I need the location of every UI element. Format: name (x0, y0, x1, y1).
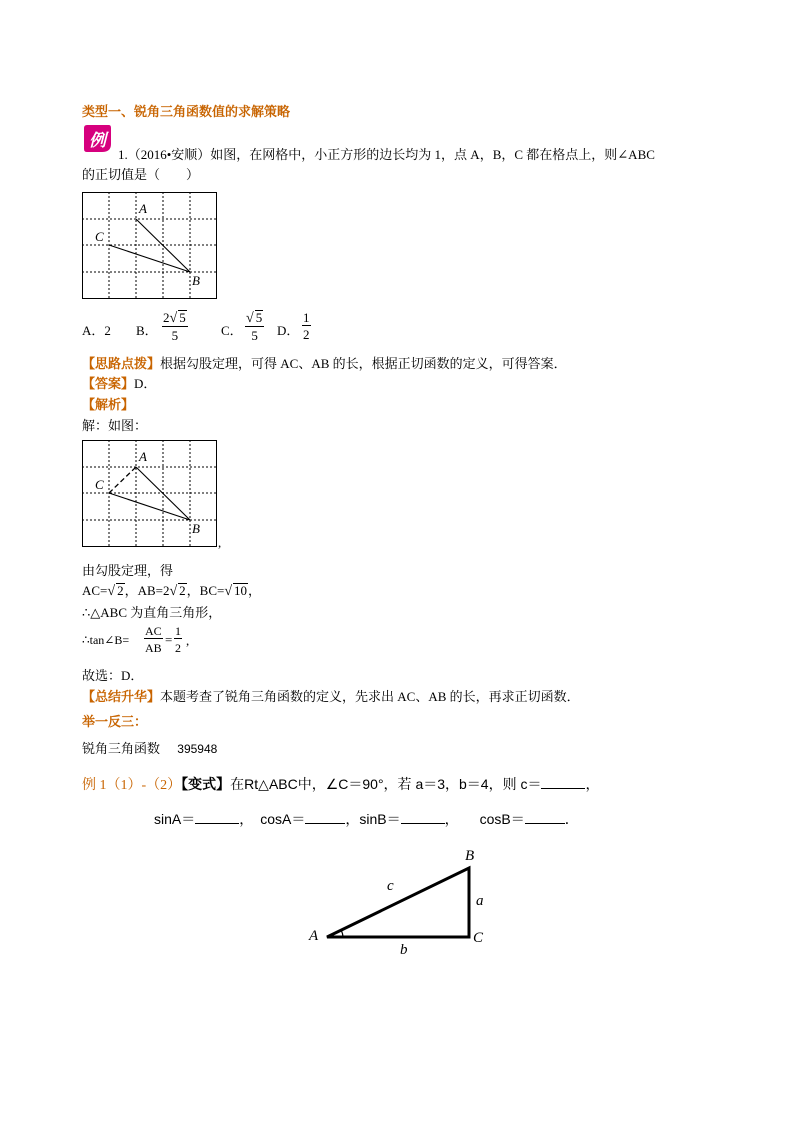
example-badge (82, 124, 112, 154)
segment-cb-2 (109, 493, 190, 520)
summary-line (82, 686, 580, 705)
grid2-label-c: C (95, 477, 104, 492)
answer-text: D． (134, 376, 157, 391)
blank-cosa (305, 823, 345, 824)
tan-fraction-2: $\frac{1}{2}$ (175, 624, 181, 655)
video-code: 395948 (177, 742, 218, 756)
grid2-label-a: A (139, 449, 147, 464)
blank-c (541, 788, 585, 789)
solution-intro: 解：如图： (82, 418, 148, 433)
grid2-label-b: B (192, 521, 200, 536)
question-line-1: 1.（2016•安顺）如图，在网格中，小正方形的边长均为 1，点 A，B，C 都在格点上，则∠ABC (118, 147, 655, 162)
answer-label: 【答案】 (82, 376, 135, 391)
segment-cb (109, 245, 190, 272)
tri-side-c: c (387, 878, 394, 894)
choice-line: 故选：D． (82, 668, 144, 683)
option-a: A．2 (82, 323, 111, 338)
right-triangle-line: ∴△ABC 为直角三角形， (82, 605, 222, 620)
figure-trailing-comma: , (218, 535, 222, 550)
grid1-label-b: B (192, 273, 200, 288)
option-b-fraction: $\frac{2√ 5}{5}$ (163, 310, 186, 343)
hint-text: 根据勾股定理，可得 AC、AB 的长，根据正切函数的定义，可得答案． (160, 356, 567, 371)
summary-text: 本题考查了锐角三角函数的定义，先求出 AC、AB 的长，再求正切函数． (160, 689, 580, 704)
right-triangle-diagram (305, 845, 495, 960)
option-c-label: C． (221, 323, 243, 338)
practice-heading: 举一反三： (82, 714, 148, 729)
hint-line (82, 353, 567, 372)
summary-label: 【总结升华】 (82, 689, 161, 704)
lengths-line: AC=√ 2，AB=2√ 2，BC=√ 10， (82, 583, 262, 599)
grid-figure-1 (82, 192, 218, 300)
video-label: 锐角三角函数 (82, 741, 161, 756)
video-reference (82, 738, 217, 757)
variant-tag: 【变式】 (181, 778, 231, 793)
example-badge-text: 例 (89, 131, 106, 150)
segment-ca-dashed (109, 467, 136, 493)
tri-label-b: B (465, 848, 475, 864)
tri-label-a: A (309, 928, 319, 944)
section-heading: 类型一、锐角三角函数值的求解策略 (82, 104, 291, 119)
answer-line (82, 373, 156, 392)
grid-figure-2 (82, 440, 218, 548)
option-d-fraction: $\frac{1}{2}$ (303, 310, 310, 342)
variant-blanks-line: sinA＝ ， cosA＝ ，sinB＝ ， cosB＝ ． (154, 811, 579, 827)
blank-cosb (525, 823, 565, 824)
variant-line: 例 1（1）-（2）【变式】在Rt△ABC中，∠C＝90°，若 a＝3，b＝4，则 c＝ ， (82, 776, 600, 793)
blank-sinb (401, 823, 445, 824)
analysis-label: 【解析】 (82, 397, 135, 412)
pythag-line: 由勾股定理，得 (82, 563, 174, 578)
option-b-label: B． (136, 323, 158, 338)
grid1-label-c: C (95, 229, 104, 244)
variant-text: 在Rt△ABC中，∠C＝90°，若 a＝3，b＝4，则 c＝ (230, 776, 542, 792)
option-c-fraction: $\frac{√ 5}{5}$ (246, 310, 263, 343)
tan-fraction-1: $\frac{AC}{AB}$ (145, 624, 162, 655)
tri-label-c: C (473, 930, 484, 946)
question-line-2: 的正切值是（ ） (82, 167, 200, 182)
tri-side-a: a (476, 893, 484, 909)
option-d-label: D． (277, 323, 300, 338)
tri-side-b: b (400, 942, 408, 958)
hint-label: 【思路点拨】 (82, 356, 161, 371)
blank-sina (195, 823, 239, 824)
grid1-label-a: A (139, 201, 147, 216)
variant-prefix: 例 1（1）-（2） (82, 778, 182, 793)
